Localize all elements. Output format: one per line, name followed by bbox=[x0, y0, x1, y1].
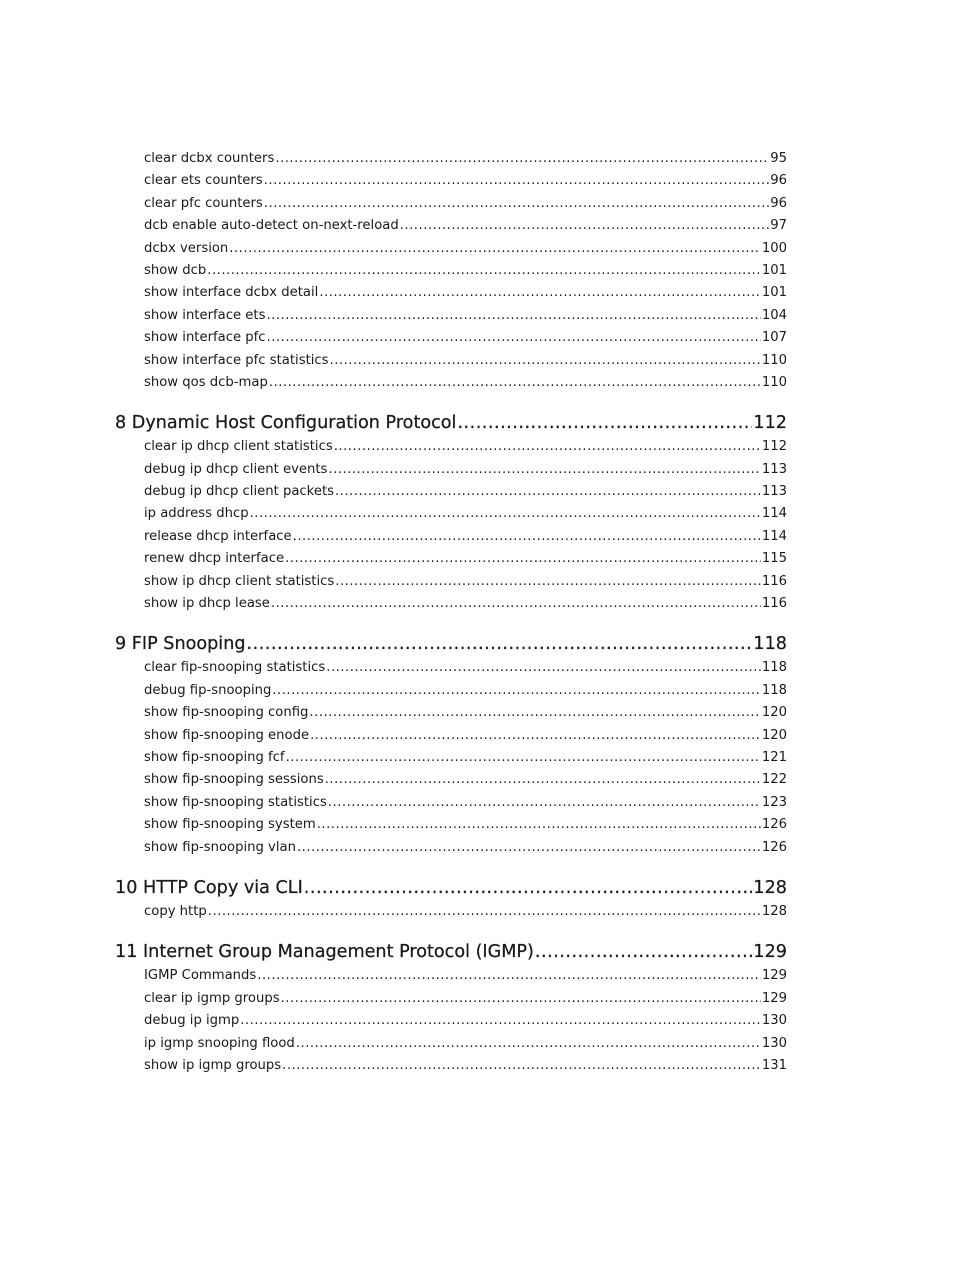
chapter-section bbox=[115, 410, 787, 615]
toc-entry[interactable] bbox=[115, 702, 787, 724]
dot-leader bbox=[297, 837, 761, 859]
toc-entry[interactable] bbox=[115, 526, 787, 548]
dot-leader bbox=[317, 814, 761, 836]
entry-label: show interface ets bbox=[144, 307, 266, 323]
entry-label: clear pfc counters bbox=[144, 195, 263, 211]
chapter-title: 8 Dynamic Host Configuration Protocol bbox=[115, 413, 457, 434]
dot-leader bbox=[326, 657, 761, 679]
dot-leader bbox=[266, 305, 760, 327]
toc-entry[interactable] bbox=[115, 657, 787, 679]
entry-label: clear ip igmp groups bbox=[144, 990, 280, 1006]
dot-leader bbox=[296, 1033, 761, 1055]
entry-label: clear ip dhcp client statistics bbox=[144, 439, 333, 455]
page-number: 112 bbox=[761, 439, 787, 455]
page-number: 128 bbox=[761, 903, 787, 919]
dot-leader bbox=[272, 680, 760, 702]
dot-leader bbox=[240, 1010, 761, 1032]
table-of-contents bbox=[115, 148, 787, 1077]
page-number: 118 bbox=[753, 634, 787, 655]
dot-leader bbox=[264, 193, 769, 215]
page-number: 107 bbox=[761, 330, 787, 346]
entry-label: debug ip dhcp client events bbox=[144, 461, 328, 477]
page-number: 118 bbox=[761, 660, 787, 676]
entry-label: show fip-snooping statistics bbox=[144, 794, 327, 810]
page-number: 131 bbox=[761, 1057, 787, 1073]
toc-entry[interactable] bbox=[115, 680, 787, 702]
toc-entry[interactable] bbox=[115, 148, 787, 170]
chapter-title: 11 Internet Group Management Protocol (IGMP) bbox=[115, 942, 534, 963]
dot-leader bbox=[328, 459, 760, 481]
entry-label: show fip-snooping sessions bbox=[144, 772, 324, 788]
toc-entry[interactable] bbox=[115, 1010, 787, 1032]
chapter-section bbox=[115, 875, 787, 923]
dot-leader bbox=[335, 481, 761, 503]
chapter-title: 10 HTTP Copy via CLI bbox=[115, 877, 303, 898]
toc-entry[interactable] bbox=[115, 988, 787, 1010]
page-number: 130 bbox=[761, 1035, 787, 1051]
entry-label: show ip dhcp client statistics bbox=[144, 573, 335, 589]
dot-leader bbox=[207, 260, 761, 282]
entry-label: show interface pfc bbox=[144, 330, 266, 346]
toc-entry[interactable] bbox=[115, 747, 787, 769]
dot-leader bbox=[286, 747, 761, 769]
chapter-section bbox=[115, 939, 787, 1077]
toc-entry[interactable] bbox=[115, 503, 787, 525]
dot-leader bbox=[319, 282, 760, 304]
toc-entry[interactable] bbox=[115, 965, 787, 987]
page-number: 110 bbox=[761, 352, 787, 368]
toc-entry[interactable] bbox=[115, 1033, 787, 1055]
page-number: 104 bbox=[761, 307, 787, 323]
toc-entry[interactable] bbox=[115, 901, 787, 923]
entry-label: show ip igmp groups bbox=[144, 1057, 282, 1073]
dot-leader bbox=[271, 593, 761, 615]
page-number: 101 bbox=[761, 285, 787, 301]
entry-label: dcbx version bbox=[144, 240, 229, 256]
entry-label: clear ets counters bbox=[144, 173, 263, 189]
entry-label: clear dcbx counters bbox=[144, 151, 275, 166]
dot-leader bbox=[229, 238, 761, 260]
entry-label: IGMP Commands bbox=[144, 968, 257, 984]
entry-label: show interface pfc statistics bbox=[144, 352, 329, 368]
entry-label: show fip-snooping fcf bbox=[144, 749, 285, 765]
entry-label: clear fip-snooping statistics bbox=[144, 660, 326, 676]
toc-entry[interactable] bbox=[115, 792, 787, 814]
page-number: 126 bbox=[761, 817, 787, 833]
toc-entry[interactable] bbox=[115, 459, 787, 481]
entry-label: dcb enable auto-detect on-next-reload bbox=[144, 218, 399, 234]
continued-section bbox=[115, 148, 787, 394]
toc-entry[interactable] bbox=[115, 238, 787, 260]
toc-entry[interactable] bbox=[115, 327, 787, 349]
dot-leader bbox=[457, 410, 752, 436]
toc-entry[interactable] bbox=[115, 769, 787, 791]
page-number: 112 bbox=[753, 413, 787, 434]
dot-leader bbox=[330, 350, 761, 372]
toc-entry[interactable] bbox=[115, 215, 787, 237]
entry-label: show fip-snooping system bbox=[144, 817, 316, 833]
dot-leader bbox=[285, 548, 761, 570]
dot-leader bbox=[250, 503, 761, 525]
chapter-title: 9 FIP Snooping bbox=[115, 634, 246, 655]
entry-label: debug fip-snooping bbox=[144, 682, 272, 698]
toc-entry[interactable] bbox=[115, 481, 787, 503]
dot-leader bbox=[247, 631, 753, 657]
page-number: 114 bbox=[761, 528, 787, 544]
page-number: 120 bbox=[761, 727, 787, 743]
entry-label: show dcb bbox=[144, 262, 207, 278]
page-number: 95 bbox=[770, 151, 787, 166]
page-number: 116 bbox=[761, 573, 787, 589]
entry-label: release dhcp interface bbox=[144, 528, 292, 544]
dot-leader bbox=[335, 571, 761, 593]
dot-leader bbox=[304, 875, 753, 901]
toc-entry[interactable] bbox=[115, 1055, 787, 1077]
toc-chapter-heading[interactable] bbox=[115, 875, 787, 901]
dot-leader bbox=[269, 372, 761, 394]
toc-entry[interactable] bbox=[115, 593, 787, 615]
dot-leader bbox=[257, 965, 761, 987]
toc-chapter-heading[interactable] bbox=[115, 631, 787, 657]
page-number: 129 bbox=[761, 968, 787, 984]
dot-leader bbox=[310, 725, 761, 747]
toc-entry[interactable] bbox=[115, 436, 787, 458]
dot-leader bbox=[328, 792, 761, 814]
dot-leader bbox=[325, 769, 761, 791]
page-number: 130 bbox=[761, 1013, 787, 1029]
dot-leader bbox=[293, 526, 761, 548]
toc-entry[interactable] bbox=[115, 193, 787, 215]
toc-entry[interactable] bbox=[115, 372, 787, 394]
toc-entry[interactable] bbox=[115, 305, 787, 327]
page-number: 114 bbox=[761, 506, 787, 522]
entry-label: show fip-snooping enode bbox=[144, 727, 310, 743]
entry-label: renew dhcp interface bbox=[144, 551, 285, 567]
toc-entry[interactable] bbox=[115, 170, 787, 192]
page-number: 101 bbox=[761, 262, 787, 278]
page-number: 97 bbox=[770, 218, 787, 234]
entry-label: ip igmp snooping flood bbox=[144, 1035, 295, 1051]
entry-label: show qos dcb-map bbox=[144, 374, 268, 390]
page-number: 115 bbox=[761, 551, 787, 567]
toc-chapter-heading[interactable] bbox=[115, 939, 787, 965]
dot-leader bbox=[264, 170, 770, 192]
chapter-section bbox=[115, 631, 787, 859]
toc-chapter-heading[interactable] bbox=[115, 410, 787, 436]
page-number: 122 bbox=[761, 772, 787, 788]
page-number: 118 bbox=[761, 682, 787, 698]
dot-leader bbox=[309, 702, 760, 724]
toc-entry[interactable] bbox=[115, 571, 787, 593]
entry-label: copy http bbox=[144, 903, 207, 919]
entry-label: show fip-snooping config bbox=[144, 705, 309, 721]
toc-entry[interactable] bbox=[115, 814, 787, 836]
toc-entry[interactable] bbox=[115, 725, 787, 747]
entry-label: debug ip dhcp client packets bbox=[144, 484, 334, 500]
page-number: 113 bbox=[761, 484, 787, 500]
page-number: 123 bbox=[761, 794, 787, 810]
dot-leader bbox=[275, 148, 769, 170]
page-number: 128 bbox=[753, 877, 787, 898]
page-number: 113 bbox=[761, 461, 787, 477]
page-number: 110 bbox=[761, 374, 787, 390]
page-number: 129 bbox=[753, 942, 787, 963]
toc-entry[interactable] bbox=[115, 548, 787, 570]
toc-entry[interactable] bbox=[115, 837, 787, 859]
page-number: 126 bbox=[761, 839, 787, 855]
page-number: 116 bbox=[761, 596, 787, 612]
entry-label: show ip dhcp lease bbox=[144, 596, 270, 612]
dot-leader bbox=[400, 215, 769, 237]
entry-label: show fip-snooping vlan bbox=[144, 839, 296, 855]
page-number: 96 bbox=[770, 173, 787, 189]
dot-leader bbox=[334, 436, 761, 458]
dot-leader bbox=[282, 1055, 761, 1077]
toc-entry[interactable] bbox=[115, 350, 787, 372]
entry-label: show interface dcbx detail bbox=[144, 285, 319, 301]
toc-entry[interactable] bbox=[115, 260, 787, 282]
page-number: 100 bbox=[761, 240, 787, 256]
dot-leader bbox=[208, 901, 761, 923]
dot-leader bbox=[267, 327, 761, 349]
entry-label: ip address dhcp bbox=[144, 506, 249, 522]
dot-leader bbox=[281, 988, 761, 1010]
page-number: 121 bbox=[761, 749, 787, 765]
page-number: 120 bbox=[761, 705, 787, 721]
page-number: 129 bbox=[761, 990, 787, 1006]
toc-entry[interactable] bbox=[115, 282, 787, 304]
page-number: 96 bbox=[770, 195, 787, 211]
dot-leader bbox=[535, 939, 752, 965]
entry-label: debug ip igmp bbox=[144, 1013, 240, 1029]
